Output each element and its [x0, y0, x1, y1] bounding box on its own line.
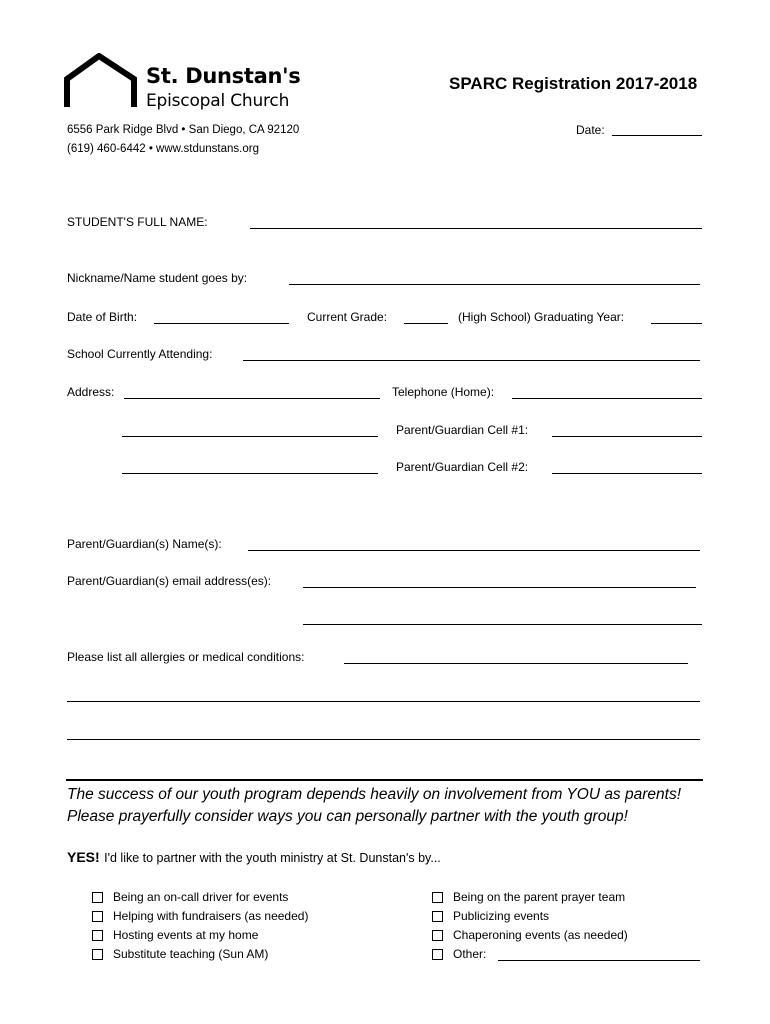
- parent-emails-field-2[interactable]: [303, 624, 702, 625]
- option-publicizing: Publicizing events: [453, 909, 550, 923]
- cell2-label: Parent/Guardian Cell #2:: [396, 460, 529, 474]
- allergies-label: Please list all allergies or medical conditions:: [67, 650, 305, 664]
- checkbox-fundraisers[interactable]: [92, 911, 103, 922]
- full-name-label: STUDENT'S FULL NAME:: [67, 215, 208, 229]
- checkbox-other[interactable]: [432, 949, 443, 960]
- involvement-note-line2: Please prayerfully consider ways you can personally partner with the youth group!: [67, 808, 628, 825]
- checkbox-sub-teaching[interactable]: [92, 949, 103, 960]
- checkbox-driver[interactable]: [92, 892, 103, 903]
- other-field[interactable]: [498, 960, 700, 961]
- school-field[interactable]: [243, 360, 700, 361]
- option-driver: Being an on-call driver for events: [113, 890, 289, 904]
- full-name-field[interactable]: [250, 228, 702, 229]
- parent-names-label: Parent/Guardian(s) Name(s):: [67, 537, 222, 551]
- cell1-label: Parent/Guardian Cell #1:: [396, 423, 529, 437]
- allergies-field-1[interactable]: [344, 663, 688, 664]
- school-label: School Currently Attending:: [67, 347, 213, 361]
- option-prayer-team: Being on the parent prayer team: [453, 890, 626, 904]
- partner-text: I'd like to partner with the youth ministry at St. Dunstan's by...: [104, 851, 441, 865]
- option-hosting: Hosting events at my home: [113, 928, 259, 942]
- checkbox-publicizing[interactable]: [432, 911, 443, 922]
- org-contact: (619) 460-6442 • www.stdunstans.org: [67, 143, 259, 155]
- partner-intro: [67, 849, 441, 867]
- involvement-note-line1: The success of our youth program depends heavily on involvement from YOU as parents!: [67, 786, 681, 803]
- option-chaperoning: Chaperoning events (as needed): [453, 928, 628, 942]
- date-label: Date:: [576, 123, 605, 137]
- address-label: Address:: [67, 385, 115, 399]
- checkbox-hosting[interactable]: [92, 930, 103, 941]
- org-subtitle: Episcopal Church: [146, 91, 290, 111]
- address-field-3[interactable]: [122, 473, 378, 474]
- allergies-field-2[interactable]: [67, 701, 700, 702]
- option-fundraisers: Helping with fundraisers (as needed): [113, 909, 309, 923]
- org-name: St. Dunstan's: [146, 64, 301, 88]
- date-field[interactable]: [612, 135, 702, 136]
- checkbox-prayer-team[interactable]: [432, 892, 443, 903]
- parent-names-field[interactable]: [248, 550, 700, 551]
- dob-field[interactable]: [154, 323, 289, 324]
- tel-home-label: Telephone (Home):: [392, 385, 495, 399]
- checkbox-chaperoning[interactable]: [432, 930, 443, 941]
- church-logo-icon: [64, 53, 138, 109]
- address-field-1[interactable]: [124, 398, 380, 399]
- form-title: SPARC Registration 2017-2018: [449, 74, 698, 93]
- grade-label: Current Grade:: [307, 310, 388, 324]
- cell1-field[interactable]: [552, 436, 702, 437]
- option-other: Other:: [453, 947, 487, 961]
- address-field-2[interactable]: [122, 436, 378, 437]
- parent-emails-label: Parent/Guardian(s) email address(es):: [67, 574, 272, 588]
- parent-emails-field-1[interactable]: [303, 587, 696, 588]
- grad-year-field[interactable]: [651, 323, 702, 324]
- grad-year-label: (High School) Graduating Year:: [458, 310, 625, 324]
- yes-label: YES!: [67, 849, 100, 865]
- grade-field[interactable]: [404, 323, 448, 324]
- option-sub-teaching: Substitute teaching (Sun AM): [113, 947, 269, 961]
- dob-label: Date of Birth:: [67, 310, 138, 324]
- nickname-field[interactable]: [289, 284, 700, 285]
- nickname-label: Nickname/Name student goes by:: [67, 271, 248, 285]
- section-divider: [66, 779, 703, 781]
- org-address: 6556 Park Ridge Blvd • San Diego, CA 92120: [67, 124, 300, 136]
- allergies-field-3[interactable]: [67, 739, 700, 740]
- tel-home-field[interactable]: [512, 398, 702, 399]
- cell2-field[interactable]: [552, 473, 702, 474]
